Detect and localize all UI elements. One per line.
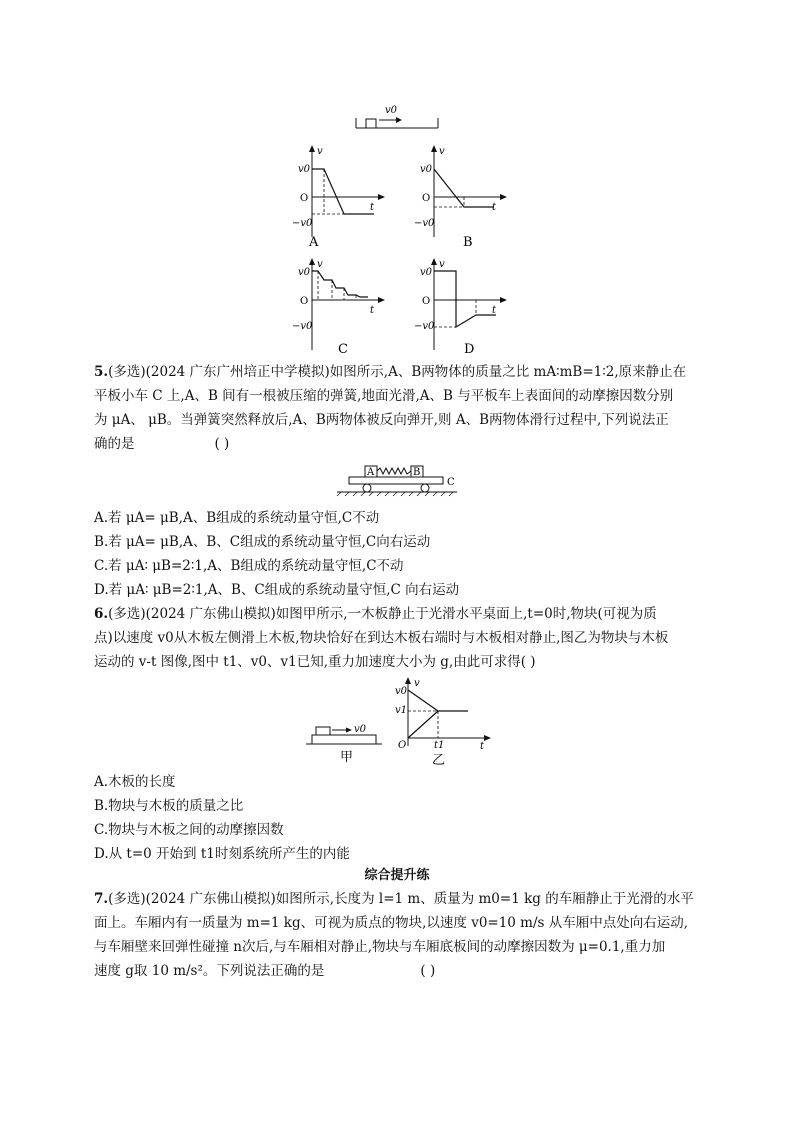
q6-figure-jia — [306, 715, 386, 765]
v0-label: v0 — [395, 686, 408, 697]
figure-jia-caption: 甲 — [340, 750, 354, 765]
axis-t-label: t — [370, 305, 375, 316]
v0-label: v0 — [420, 164, 433, 175]
q7-stem-line-1 — [94, 887, 694, 911]
neg-v0-label: −v0 — [414, 321, 435, 332]
q5-answer-blank[interactable]: ( ) — [214, 436, 230, 452]
v0-label: v0 — [420, 267, 433, 278]
axis-t-label: t — [480, 741, 485, 752]
q5-stem-line-2: 平板小车 C 上,A、B 间有一根被压缩的弹簧,地面光滑,A、B 与平板车上表面间的动摩擦因数分别 — [94, 388, 674, 404]
origin-label: O — [422, 296, 431, 307]
q6-option-c[interactable]: C.物块与木板之间的动摩擦因数 — [94, 822, 284, 838]
neg-v0-label: −v0 — [414, 218, 435, 229]
q6-v0-label: v0 — [354, 724, 367, 735]
q7-number: 7. — [94, 891, 109, 907]
q6-option-b[interactable]: B.物块与木板的质量之比 — [94, 798, 244, 814]
q7-text: 速度 g取 10 m/s²。下列说法正确的是 — [94, 963, 325, 979]
q4-graph-c — [284, 255, 394, 365]
block-b-label: B — [413, 467, 421, 478]
q4-block-board-figure — [352, 100, 442, 132]
q6-number: 6. — [94, 606, 109, 622]
q7-answer-blank[interactable]: ( ) — [420, 963, 436, 979]
cart-c-label: C — [447, 477, 455, 488]
q4-option-d-caption: D — [464, 342, 475, 357]
q6-figure-yi-vt-graph — [392, 674, 497, 766]
block-a-label: A — [367, 467, 375, 478]
q4-option-c-caption: C — [338, 342, 348, 357]
q6-stem-line-1 — [94, 602, 657, 626]
q6-stem-line-2: 点)以速度 v0从木板左侧滑上木板,物块恰好在到达木板右端时与木板相对静止,图乙为物块与木板 — [94, 630, 669, 646]
q5-option-a[interactable]: A.若 μA= μB,A、B组成的系统动量守恒,C不动 — [94, 510, 380, 526]
q6-option-d[interactable]: D.从 t=0 开始到 t1时刻系统所产生的内能 — [94, 846, 350, 862]
q6-stem-line-3: 运动的 v-t 图像,图中 t1、v0、v1已知,重力加速度大小为 g,由此可求得( ) — [94, 654, 536, 670]
axis-v-label: v — [439, 259, 445, 270]
q4-option-b-caption: B — [463, 235, 473, 250]
q4-graph-d — [406, 255, 516, 365]
q5-text: 确的是 — [94, 436, 135, 452]
q5-option-b[interactable]: B.若 μA= μB,A、B、C组成的系统动量守恒,C向右运动 — [94, 534, 431, 550]
q5-cart-figure — [335, 460, 465, 498]
figure-yi-caption: 乙 — [432, 753, 446, 766]
origin-label: O — [398, 740, 407, 751]
axis-t-label: t — [492, 305, 497, 316]
q5-stem-line-3: 为 μA、 μB。当弹簧突然释放后,A、B两物体被反向弹开,则 A、B两物体滑行过程中,下列说法正 — [94, 412, 669, 428]
q7-stem-line-2: 面上。车厢内有一质量为 m=1 kg、可视为质点的物块,以速度 v0=10 m/s 从车厢中点处向右运动, — [94, 915, 689, 931]
q5-stem-line-1 — [94, 360, 686, 384]
q7-text: (多选)(2024 广东佛山模拟)如图所示,长度为 l=1 m、质量为 m0=1 kg 的车厢静止于光滑的水平 — [108, 891, 694, 907]
origin-label: O — [300, 193, 309, 204]
q4-option-a-caption: A — [309, 235, 319, 250]
origin-label: O — [300, 296, 309, 307]
v0-label: v0 — [298, 164, 311, 175]
q7-stem-line-4 — [94, 959, 435, 983]
section-title: 综合提升练 — [364, 868, 430, 883]
neg-v0-label: −v0 — [292, 321, 313, 332]
v1-label: v1 — [395, 705, 408, 716]
axis-v-label: v — [317, 146, 323, 157]
axis-v-label: v — [414, 678, 420, 689]
q5-stem-line-4 — [94, 432, 229, 456]
q5-number: 5. — [94, 364, 109, 380]
q4-graph-b — [406, 142, 516, 252]
q5-option-c[interactable]: C.若 μA∶ μB=2∶1,A、B组成的系统动量守恒,C不动 — [94, 558, 404, 574]
axis-t-label: t — [370, 202, 375, 213]
q7-stem-line-3: 与车厢壁来回弹性碰撞 n次后,与车厢相对静止,物块与车厢底板间的动摩擦因数为 μ=0.1,重力加 — [94, 939, 666, 955]
v0-label: v0 — [298, 267, 311, 278]
axis-t-label: t — [492, 202, 497, 213]
axis-v-label: v — [439, 146, 445, 157]
neg-v0-label: −v0 — [292, 218, 313, 229]
axis-v-label: v — [317, 259, 323, 270]
q6-text: (多选)(2024 广东佛山模拟)如图甲所示,一木板静止于光滑水平桌面上,t=0时,物块(可视为质 — [108, 606, 657, 622]
origin-label: O — [422, 193, 431, 204]
q4-block-velocity-label: v0 — [385, 105, 398, 116]
q5-text: (多选)(2024 广东广州培正中学模拟)如图所示,A、B两物体的质量之比 mA∶mB=1∶2,原来静止在 — [108, 364, 687, 380]
q4-graph-a — [284, 142, 394, 252]
q6-option-a[interactable]: A.木板的长度 — [94, 774, 176, 790]
q5-option-d[interactable]: D.若 μA∶ μB=2∶1,A、B、C组成的系统动量守恒,C 向右运动 — [94, 582, 460, 598]
t1-label: t1 — [434, 740, 445, 751]
